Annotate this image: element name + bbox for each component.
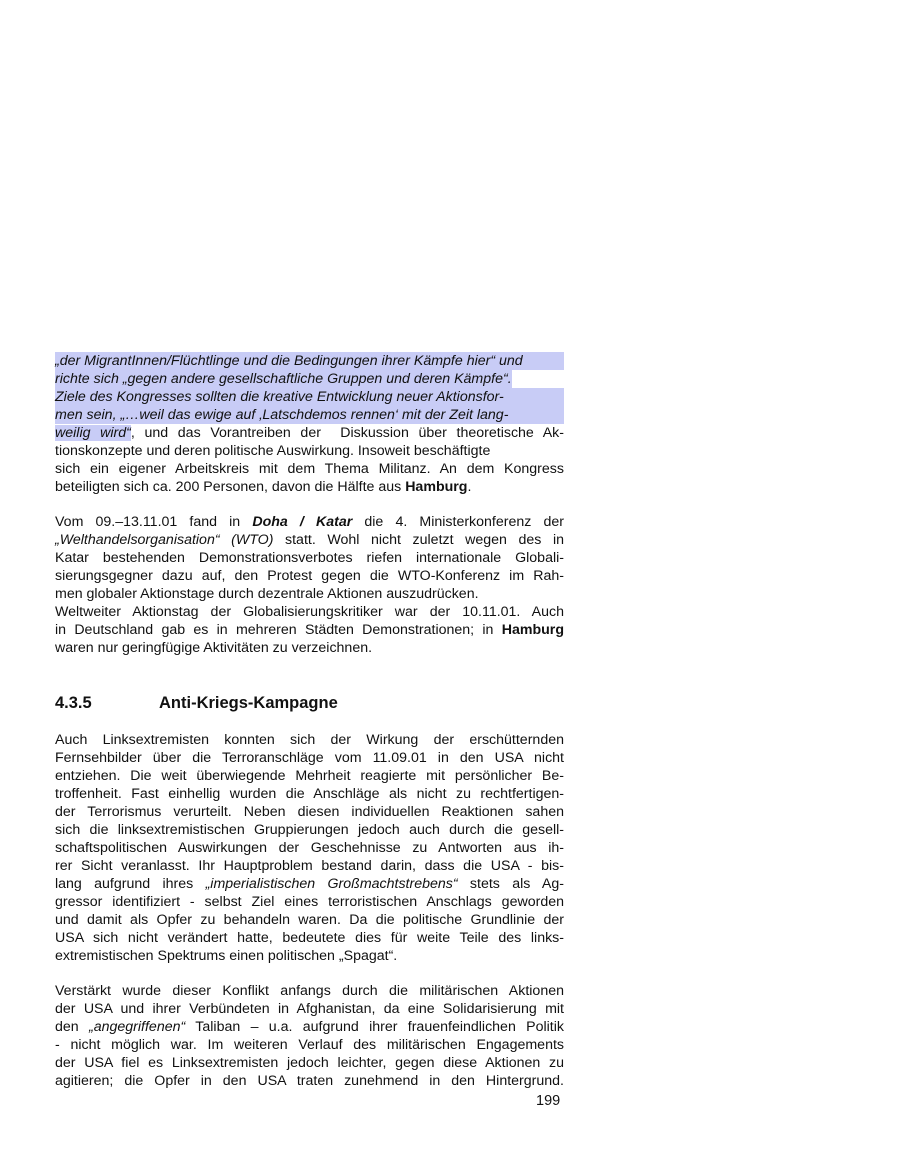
text-line: der Terrorismus verurteilt. Neben diesen individuellen Reaktionen sahen: [55, 804, 564, 820]
text-line: troffenheit. Fast einhellig wurden die Anschläge als nicht zu rechtfertigen-: [55, 786, 564, 802]
page-number: 199: [536, 1093, 561, 1109]
paragraph-wto: [55, 513, 564, 657]
text-line: „der MigrantInnen/Flüchtlinge und die Bedingungen ihrer Kämpfe hier“ und: [55, 352, 564, 370]
paragraph-kongress: [55, 352, 564, 496]
text-line: Auch Linksextremisten konnten sich der Wirkung der erschütternden: [55, 732, 564, 748]
text-line: den „angegriffenen“ Taliban – u.a. aufgrund ihrer frauenfeindlichen Politik: [55, 1019, 564, 1035]
text-line: sich die linksextremistischen Gruppierungen jedoch auch durch die gesell-: [55, 822, 564, 838]
text-line: gressor identifiziert - selbst Ziel eines terroristischen Anschlags geworden: [55, 894, 564, 910]
text-line: beteiligten sich ca. 200 Personen, davon die Hälfte aus Hamburg .: [55, 479, 472, 495]
text-line: sich ein eigener Arbeitskreis mit dem Thema Militanz. An dem Kongress: [55, 461, 564, 477]
text-line: lang aufgrund ihres „imperialistischen Großmachtstrebens“ stets als Ag-: [55, 876, 564, 892]
text-line: und damit als Opfer zu behandeln waren. Da die politische Grundlinie der: [55, 912, 564, 928]
text-line: - nicht möglich war. Im weiteren Verlauf des militärischen Engagements: [55, 1037, 564, 1053]
text-line: waren nur geringfügige Aktivitäten zu verzeichnen.: [55, 640, 373, 656]
paragraph-afghanistan: [55, 982, 564, 1090]
text-line: entziehen. Die weit überwiegende Mehrheit reagierte mit persönlicher Be-: [55, 768, 564, 784]
text-line: rer Sicht veranlasst. Ihr Hauptproblem bestand darin, dass die USA - bis-: [55, 858, 564, 874]
text-line: „Welthandelsorganisation“ (WTO) statt. Wohl nicht zuletzt wegen des in: [55, 532, 565, 548]
section-title: Anti-Kriegs-Kampagne: [159, 694, 338, 712]
text-line: weilig wird“, und das Vorantreiben der Diskussion über theoretische Ak-: [55, 425, 564, 441]
text-line: men sein, „…weil das ewige auf ‚Latschdemos rennen‘ mit der Zeit lang-: [55, 406, 564, 424]
text-line: Ziele des Kongresses sollten die kreative Entwicklung neuer Aktionsfor-: [55, 388, 564, 406]
text-line: extremistischen Spektrums einen politischen „Spagat“.: [55, 948, 398, 964]
text-line: Katar bestehenden Demonstrationsverbotes riefen internationale Globali-: [55, 550, 564, 566]
text-line: Vom 09.–13.11.01 fand in Doha / Katar die 4. Ministerkonferenz der: [55, 514, 564, 530]
text-line: der USA fiel es Linksextremisten jedoch leichter, gegen diese Aktionen zu: [55, 1055, 564, 1071]
text-line: men globaler Aktionstage durch dezentrale Aktionen auszudrücken.: [55, 586, 479, 602]
text-line: agitieren; die Opfer in den USA traten zunehmend in den Hintergrund.: [55, 1073, 564, 1089]
text-line: der USA und ihrer Verbündeten in Afghanistan, da eine Solidarisierung mit: [55, 1001, 564, 1017]
text-line: sierungsgegner dazu auf, den Protest gegen die WTO-Konferenz im Rah-: [55, 568, 564, 584]
text-line: Verstärkt wurde dieser Konflikt anfangs durch die militärischen Aktionen: [55, 983, 564, 999]
text-line: richte sich „gegen andere gesellschaftliche Gruppen und deren Kämpfe“.: [55, 371, 512, 387]
text-line: schaftspolitischen Auswirkungen der Geschehnisse zu Antworten aus ih-: [55, 840, 564, 856]
text-line: USA sich nicht verändert hatte, bedeutete dies für weite Teile des links-: [55, 930, 564, 946]
section-number: 4.3.5: [55, 694, 92, 712]
text-line: in Deutschland gab es in mehreren Städten Demonstrationen; in Hamburg: [55, 622, 564, 638]
text-line: Weltweiter Aktionstag der Globalisierungskritiker war der 10.11.01. Auch: [55, 604, 564, 620]
paragraph-anti-kriegs: [55, 731, 564, 965]
text-line: tionskonzepte und deren politische Auswirkung. Insoweit beschäftigte: [55, 443, 491, 459]
text-line: Fernsehbilder über die Terroranschläge vom 11.09.01 in den USA nicht: [55, 750, 564, 766]
